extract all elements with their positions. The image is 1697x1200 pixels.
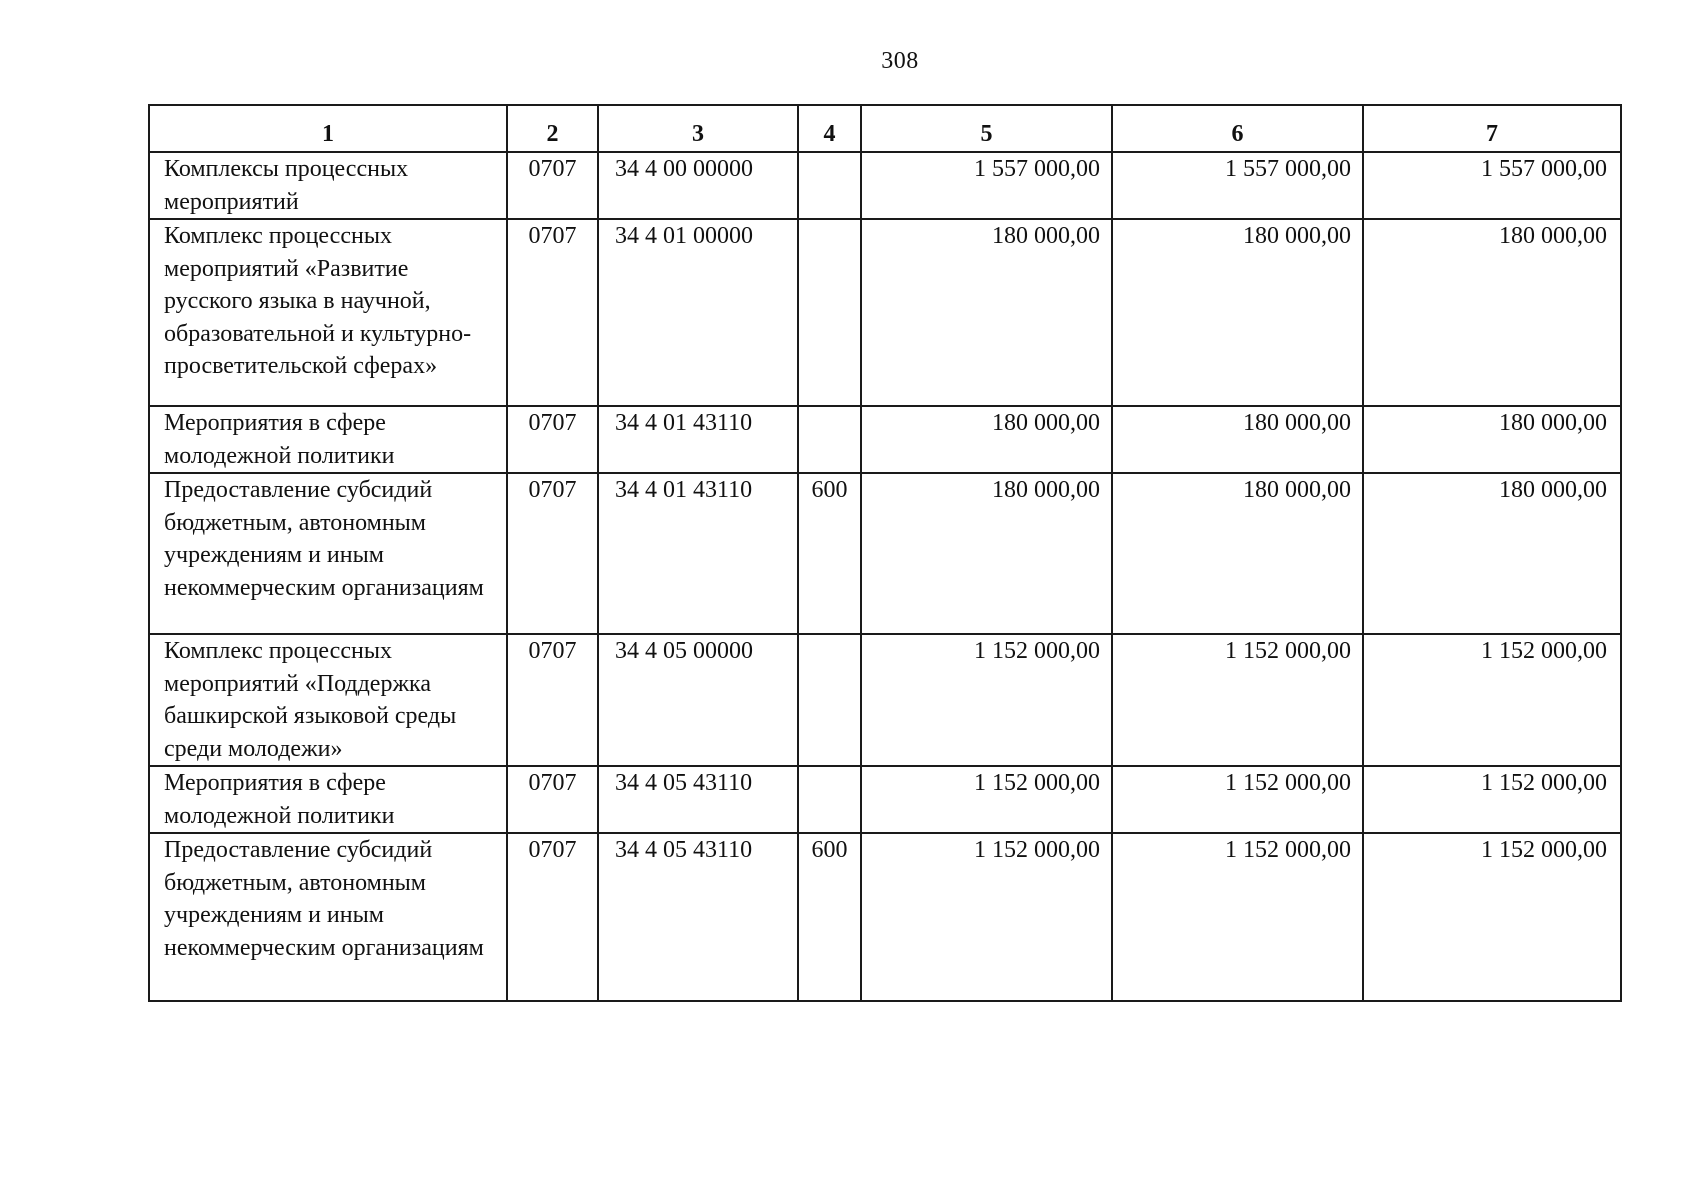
row-type xyxy=(798,766,861,833)
row-type: 600 xyxy=(798,473,861,634)
row-amount-2: 1 152 000,00 xyxy=(1112,634,1363,766)
row-amount-3: 1 152 000,00 xyxy=(1363,766,1621,833)
row-code: 34 4 05 43110 xyxy=(598,833,798,1001)
row-section: 0707 xyxy=(507,473,598,634)
row-type xyxy=(798,406,861,473)
header-cell: 7 xyxy=(1363,105,1621,152)
row-name: Мероприятия в сфере молодежной политики xyxy=(149,406,507,473)
row-amount-1: 180 000,00 xyxy=(861,473,1112,634)
row-code: 34 4 05 00000 xyxy=(598,634,798,766)
row-type xyxy=(798,634,861,766)
row-code: 34 4 00 00000 xyxy=(598,152,798,219)
row-amount-3: 1 152 000,00 xyxy=(1363,634,1621,766)
header-cell: 6 xyxy=(1112,105,1363,152)
table-row xyxy=(149,766,1621,833)
header-cell: 3 xyxy=(598,105,798,152)
table-row xyxy=(149,473,1621,634)
header-cell: 2 xyxy=(507,105,598,152)
row-section: 0707 xyxy=(507,152,598,219)
row-code: 34 4 05 43110 xyxy=(598,766,798,833)
row-amount-3: 180 000,00 xyxy=(1363,406,1621,473)
row-amount-1: 1 152 000,00 xyxy=(861,833,1112,1001)
row-amount-1: 180 000,00 xyxy=(861,219,1112,406)
row-name: Предоставление субсидий бюджетным, автономным учреждениям и иным некоммерческим организациям xyxy=(149,473,507,634)
table-row xyxy=(149,634,1621,766)
row-type xyxy=(798,152,861,219)
row-type xyxy=(798,219,861,406)
row-section: 0707 xyxy=(507,406,598,473)
header-cell: 1 xyxy=(149,105,507,152)
row-name: Комплекс процессных мероприятий «Поддержка башкирской языковой среды среди молодежи» xyxy=(149,634,507,766)
row-amount-2: 180 000,00 xyxy=(1112,219,1363,406)
row-name: Комплексы процессных мероприятий xyxy=(149,152,507,219)
row-amount-2: 180 000,00 xyxy=(1112,406,1363,473)
row-amount-3: 1 152 000,00 xyxy=(1363,833,1621,1001)
row-amount-2: 1 152 000,00 xyxy=(1112,833,1363,1001)
row-amount-1: 1 152 000,00 xyxy=(861,766,1112,833)
table-row xyxy=(149,219,1621,406)
row-amount-2: 1 557 000,00 xyxy=(1112,152,1363,219)
row-section: 0707 xyxy=(507,833,598,1001)
row-name: Предоставление субсидий бюджетным, автономным учреждениям и иным некоммерческим организациям xyxy=(149,833,507,1001)
row-code: 34 4 01 00000 xyxy=(598,219,798,406)
table-row xyxy=(149,833,1621,1001)
page-number: 308 xyxy=(881,48,919,74)
row-code: 34 4 01 43110 xyxy=(598,406,798,473)
row-name: Мероприятия в сфере молодежной политики xyxy=(149,766,507,833)
row-section: 0707 xyxy=(507,634,598,766)
header-cell: 4 xyxy=(798,105,861,152)
row-section: 0707 xyxy=(507,219,598,406)
table-row xyxy=(149,406,1621,473)
header-cell: 5 xyxy=(861,105,1112,152)
row-amount-1: 1 152 000,00 xyxy=(861,634,1112,766)
row-name: Комплекс процессных мероприятий «Развитие русского языка в научной, образовательной и культурно-просветительской сферах» xyxy=(149,219,507,406)
row-amount-3: 1 557 000,00 xyxy=(1363,152,1621,219)
row-amount-1: 180 000,00 xyxy=(861,406,1112,473)
row-amount-2: 180 000,00 xyxy=(1112,473,1363,634)
row-type: 600 xyxy=(798,833,861,1001)
row-amount-3: 180 000,00 xyxy=(1363,219,1621,406)
row-amount-2: 1 152 000,00 xyxy=(1112,766,1363,833)
table-row xyxy=(149,152,1621,219)
budget-table xyxy=(148,104,1622,1002)
header-row xyxy=(149,105,1621,152)
row-amount-3: 180 000,00 xyxy=(1363,473,1621,634)
row-code: 34 4 01 43110 xyxy=(598,473,798,634)
row-section: 0707 xyxy=(507,766,598,833)
row-amount-1: 1 557 000,00 xyxy=(861,152,1112,219)
